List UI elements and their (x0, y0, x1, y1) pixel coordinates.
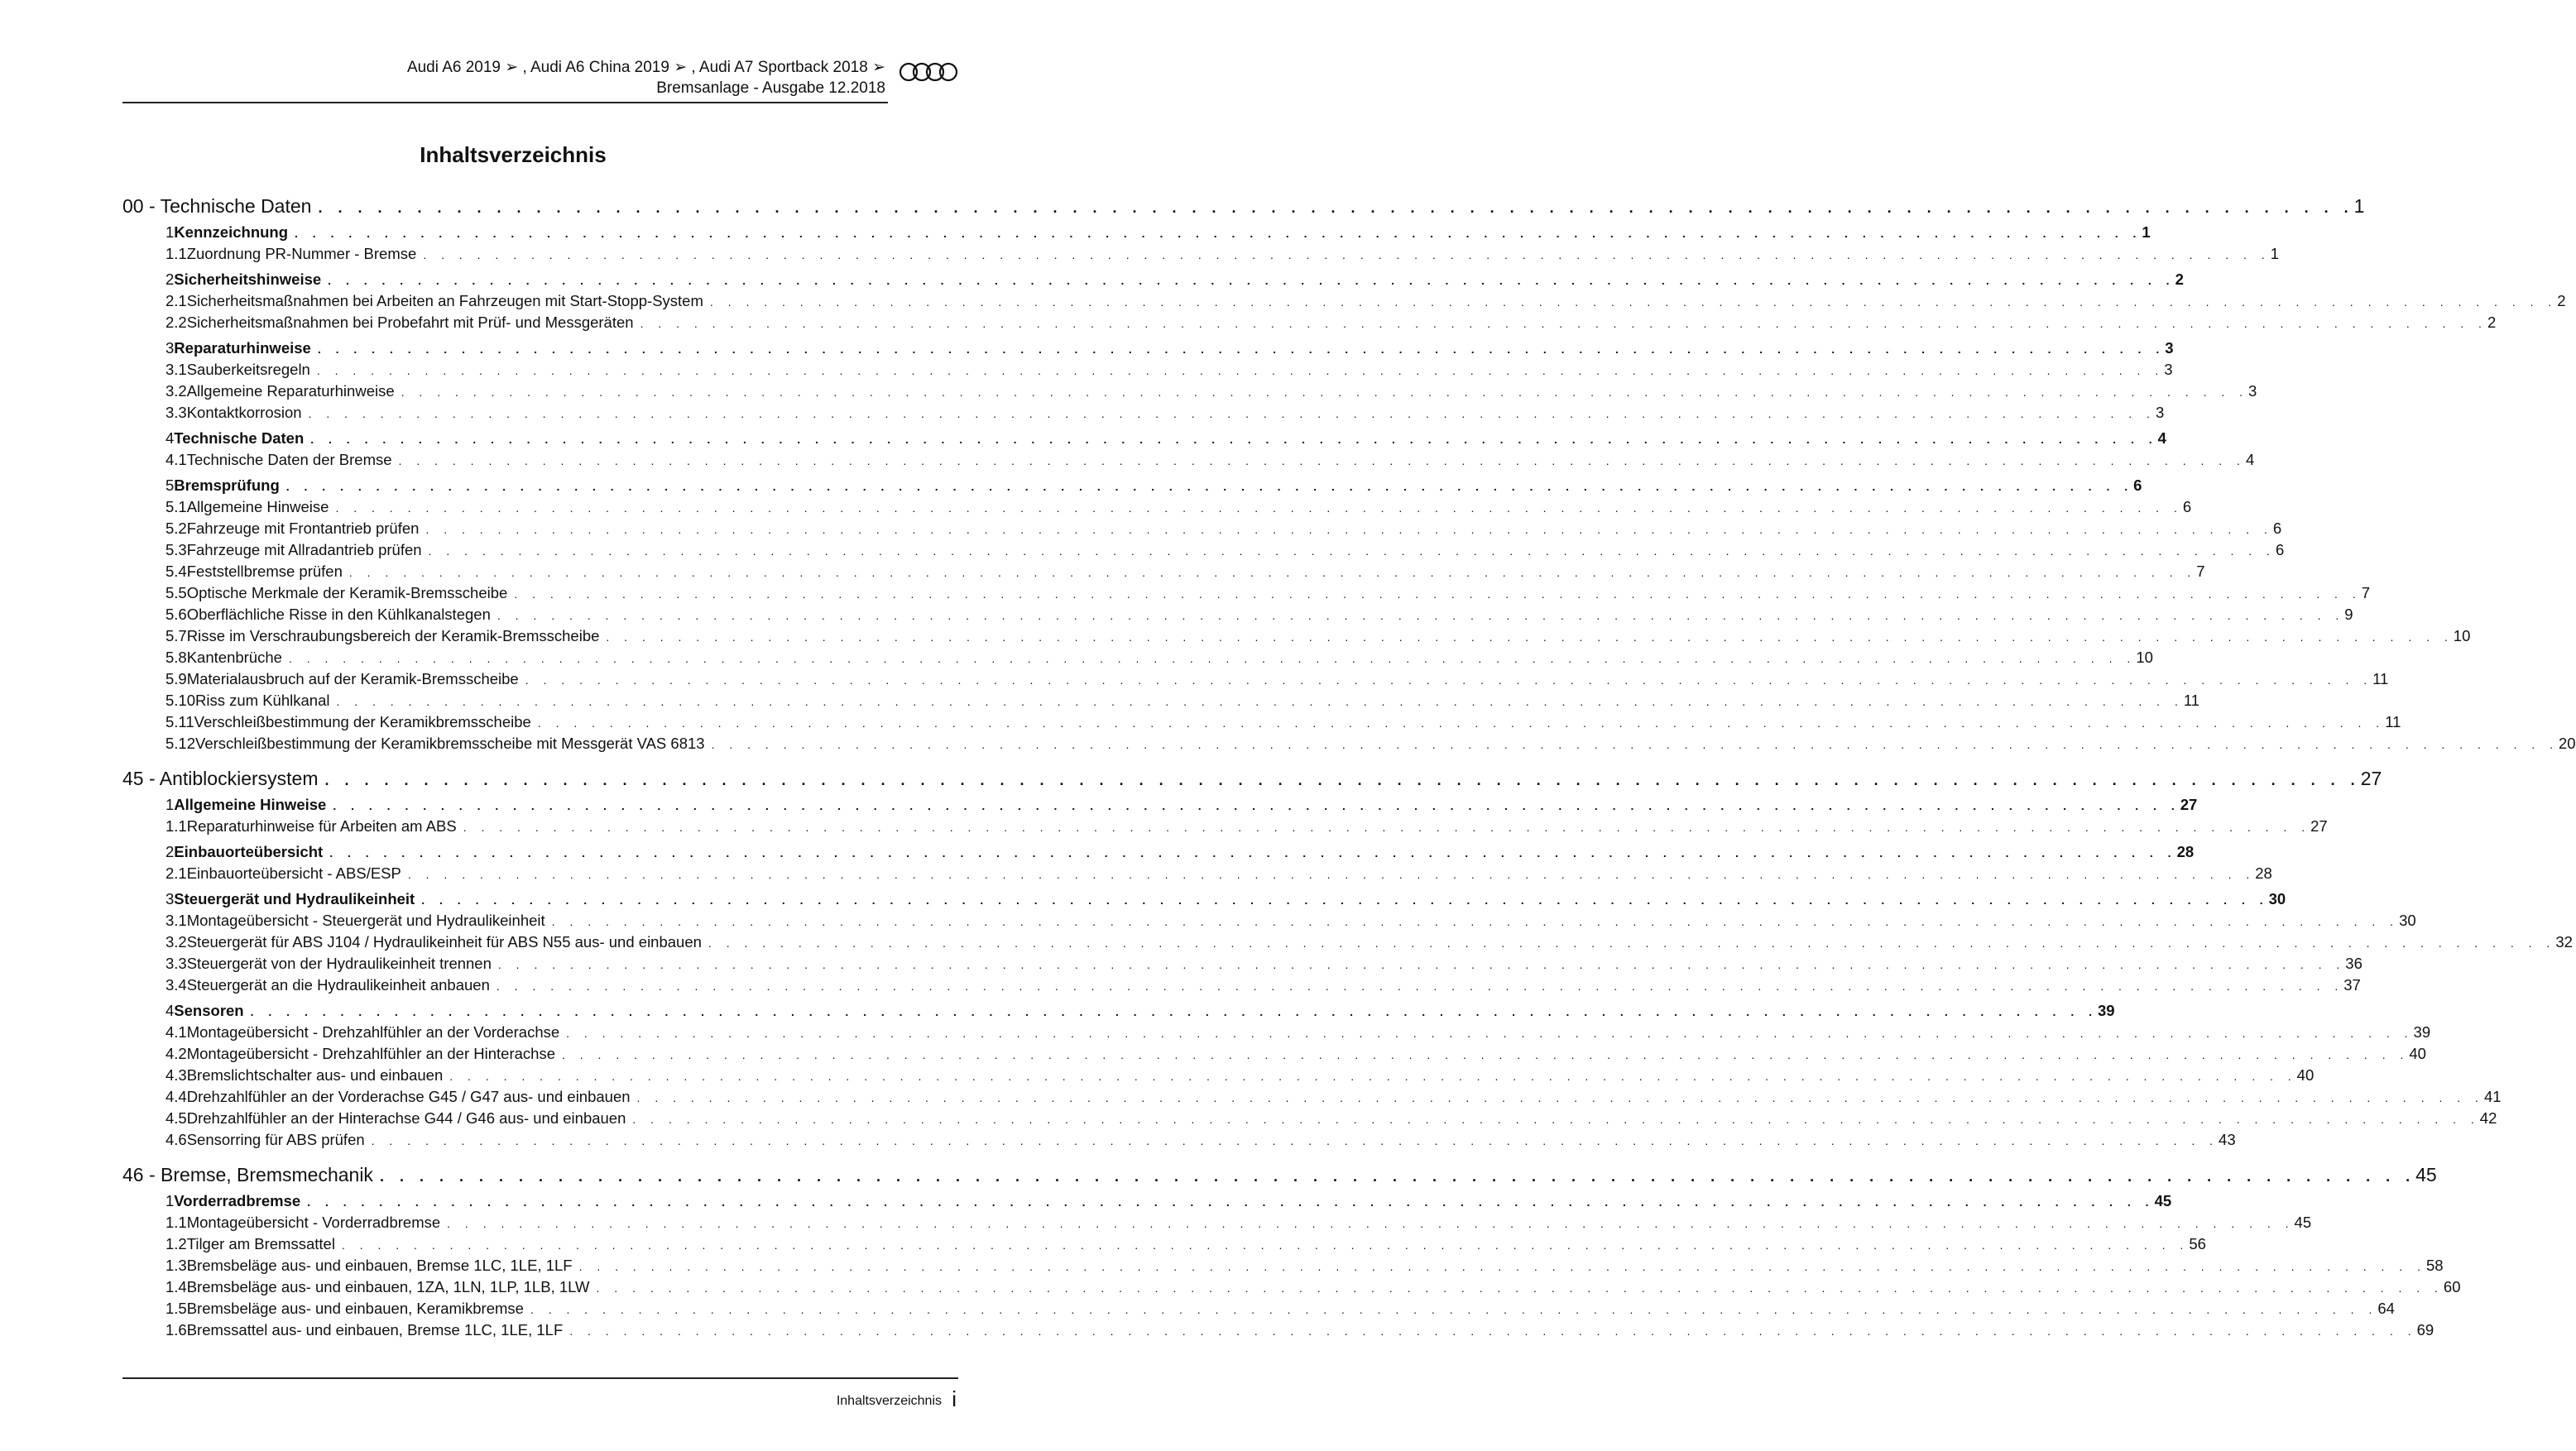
toc-section-entry[interactable] (165, 429, 2166, 451)
toc-chapter-entry[interactable] (122, 768, 2382, 796)
leader-dots: . . . . . . . . . . . . . . . . . . . . . . . . . . . . . . . . . . . . . . . . . . . . . . . . . . . . . . . . . . . . . . . . . . . . . . . . . . . . . . . . . . . . . . . . . . . . . . . . . . . . . . . (250, 1005, 2098, 1018)
leader-dots: . . . . . . . . . . . . . . . . . . . . . . . . . . . . . . . . . . . . . . . . . . . . . . . . . . . . . . . . . . . . . . . . . . . . . . . . . . . . . . . . . . . . . . . . . . . . . . . . . . . . . . . (578, 1260, 2426, 1273)
section-title: Allgemeine Hinweise (174, 796, 327, 813)
section-title: Steuergerät für ABS J104 / Hydraulikeinheit für ABS N55 aus- und einbauen (186, 933, 702, 951)
leader-dots: . . . . . . . . . . . . . . . . . . . . . . . . . . . . . . . . . . . . . . . . . . . . . . . . . . . . . . . . . . . . . . . . . . . . . . . . . . . . . . . . . . . . . . . . . . . . . . . . . . . . . . . (423, 248, 2271, 261)
leader-dots: . . . . . . . . . . . . . . . . . . . . . . . . . . . . . . . . . . . . . . . . . . . . . . . . . . . . . . . . . . . . . . . . . . . . . . . . . . . . . . . . . . . . . . . . . . . . . . . . . . . . . . . (711, 738, 2559, 751)
section-title: Sicherheitsmaßnahmen bei Probefahrt mit Prüf- und Messgeräten (186, 314, 634, 331)
section-title: Kennzeichnung (174, 223, 289, 241)
toc-section-entry[interactable] (165, 476, 2142, 498)
section-number: 1.1 (165, 245, 187, 262)
leader-dots: . . . . . . . . . . . . . . . . . . . . . . . . . . . . . . . . . . . . . . . . . . . . . . . . . . . . . . . . . . . . . . . . . . . . . . . . . . . . . . . . . . . . . . . . . . . . . . . . . . . . . . . (295, 227, 2142, 240)
leader-dots: . . . . . . . . . . . . . . . . . . . . . . . . . . . . . . . . . . . . . . . . . . . . . . . . . . . . . . . . . . . . . . . . . . . . . . . . . . . . . . . . . . . . . . . . . . . . . . . . . . . . . . . (318, 199, 2354, 216)
section-page-number: 3 (2165, 339, 2174, 357)
toc-section-entry[interactable] (165, 563, 2205, 584)
section-number: 4.5 (165, 1109, 187, 1127)
section-page-number: 6 (2275, 541, 2285, 558)
toc-section-entry[interactable] (165, 1300, 2395, 1321)
leader-dots: . . . . . . . . . . . . . . . . . . . . . . . . . . . . . . . . . . . . . . . . . . . . . . . . . . . . . . . . . . . . . . . . . . . . . . . . . . . . . . . . . . . . . . . . . . . . . . . . . . . . . . . (310, 433, 2158, 446)
leader-dots: . . . . . . . . . . . . . . . . . . . . . . . . . . . . . . . . . . . . . . . . . . . . . . . . . . . . . . . . . . . . . . . . . . . . . . . . . . . . . . . . . . . . . . . . . . . . . . . . . . . . . . . (407, 868, 2256, 881)
section-title: Sicherheitshinweise (174, 271, 322, 288)
leader-dots: . . . . . . . . . . . . . . . . . . . . . . . . . . . . . . . . . . . . . . . . . . . . . . . . . . . . . . . . . . . . . . . . . . . . . . . . . . . . . . . . . . . . . . . . . . . . . . . . . . . . . . . (428, 544, 2276, 558)
section-number: 1.2 (165, 1235, 187, 1252)
leader-dots: . . . . . . . . . . . . . . . . . . . . . . . . . . . . . . . . . . . . . . . . . . . . . . . . . . . . . . . . . . . . . . . . . . . . . . . . . . . . . . . . . . . . . . . . . . . . . . . . . . . . . . . (348, 566, 2197, 579)
section-title: Zuordnung PR-Nummer - Bremse (186, 245, 417, 262)
section-number: 4 (165, 1002, 175, 1019)
leader-dots: . . . . . . . . . . . . . . . . . . . . . . . . . . . . . . . . . . . . . . . . . . . . . . . . . . . . . . . . . . . . . . . . . . . . . . . . . . . . . . . . . . . . . . . . . . . . . . . . . . . . . . . (708, 936, 2556, 950)
leader-dots: . . . . . . . . . . . . . . . . . . . . . . . . . . . . . . . . . . . . . . . . . . . . . . . . . . . . . . . . . . . . . . . . . . . . . . . . . . . . . . . . . . . . . . . . . . . . . . . . . . . . . . . (640, 317, 2487, 330)
chapter-title: 46 - Bremse, Bremsmechanik (122, 1164, 373, 1185)
section-page-number: 45 (2294, 1214, 2312, 1231)
section-page-number: 28 (2255, 864, 2272, 882)
toc-section-entry[interactable] (165, 843, 2195, 864)
section-number: 5.4 (165, 563, 187, 580)
section-title: Einbauorteübersicht - ABS/ESP (186, 864, 401, 882)
leader-dots: . . . . . . . . . . . . . . . . . . . . . . . . . . . . . . . . . . . . . . . . . . . . . . . . . . . . . . . . . . . . . . . . . . . . . . . . . . . . . . . . . . . . . . . . . . . . . . . . . . . . . . . (530, 1303, 2378, 1316)
toc-section-entry[interactable] (165, 692, 2200, 713)
section-page-number: 60 (2443, 1278, 2461, 1295)
header-divider (122, 102, 888, 103)
section-title: Montageübersicht - Steuergerät und Hydraulikeinheit (186, 912, 545, 929)
leader-dots: . . . . . . . . . . . . . . . . . . . . . . . . . . . . . . . . . . . . . . . . . . . . . . . . . . . . . . . . . . . . . . . . . . . . . . . . . . . . . . . . . . . . . . . . . . . . . . . . . . . . . . . (497, 958, 2346, 971)
section-title: Reparaturhinweise (174, 339, 311, 357)
section-title: Drehzahlfühler an der Vorderachse G45 / G47 aus- und einbauen (186, 1088, 631, 1105)
section-number: 4.4 (165, 1088, 187, 1105)
toc-section-entry[interactable] (165, 292, 2566, 314)
leader-dots: . . . . . . . . . . . . . . . . . . . . . . . . . . . . . . . . . . . . . . . . . . . . . . . . . . . . . . . . . . . . . . . . . . . . . . . . . . . . . . . . . . . . . . . . . . . . . . . . . . . . . . . (324, 772, 2361, 788)
section-title: Steuergerät und Hydraulikeinheit (174, 890, 415, 907)
section-number: 4.6 (165, 1131, 187, 1148)
section-title: Sensorring für ABS prüfen (186, 1131, 365, 1148)
section-number: 4.2 (165, 1045, 187, 1062)
section-number: 2 (165, 843, 175, 860)
section-number: 5.1 (165, 498, 187, 515)
toc-section-entry[interactable] (165, 1045, 2426, 1066)
section-page-number: 39 (2413, 1023, 2431, 1041)
section-title: Kontaktkorrosion (186, 404, 302, 421)
section-page-number: 7 (2361, 584, 2371, 601)
section-page-number: 11 (2183, 692, 2200, 709)
section-number: 4.1 (165, 451, 187, 468)
section-title: Allgemeine Hinweise (186, 498, 329, 515)
footer-divider (122, 1377, 958, 1379)
leader-dots: . . . . . . . . . . . . . . . . . . . . . . . . . . . . . . . . . . . . . . . . . . . . . . . . . . . . . . . . . . . . . . . . . . . . . . . . . . . . . . . . . . . . . . . . . . . . . . . . . . . . . . . (709, 295, 2558, 309)
section-number: 1.4 (165, 1278, 187, 1295)
toc-section-entry[interactable] (165, 271, 2184, 292)
section-title: Allgemeine Reparaturhinweise (186, 382, 395, 400)
section-title: Sauberkeitsregeln (186, 361, 310, 378)
leader-dots: . . . . . . . . . . . . . . . . . . . . . . . . . . . . . . . . . . . . . . . . . . . . . . . . . . . . . . . . . . . . . . . . . . . . . . . . . . . . . . . . . . . . . . . . . . . . . . . . . . . . . . . (316, 364, 2165, 377)
section-number: 5.3 (165, 541, 187, 558)
leader-dots: . . . . . . . . . . . . . . . . . . . . . . . . . . . . . . . . . . . . . . . . . . . . . . . . . . . . . . . . . . . . . . . . . . . . . . . . . . . . . . . . . . . . . . . . . . . . . . . . . . . . . . . (561, 1048, 2410, 1061)
leader-dots: . . . . . . . . . . . . . . . . . . . . . . . . . . . . . . . . . . . . . . . . . . . . . . . . . . . . . . . . . . . . . . . . . . . . . . . . . . . . . . . . . . . . . . . . . . . . . . . . . . . . . . . (308, 407, 2156, 420)
section-page-number: 6 (2133, 476, 2142, 494)
leader-dots: . . . . . . . . . . . . . . . . . . . . . . . . . . . . . . . . . . . . . . . . . . . . . . . . . . . . . . . . . . . . . . . . . . . . . . . . . . . . . . . . . . . . . . . . . . . . . . . . . . . . . . . (551, 915, 2400, 928)
section-page-number: 3 (2155, 404, 2165, 421)
section-title: Reparaturhinweise für Arbeiten am ABS (186, 817, 457, 835)
leader-dots: . . . . . . . . . . . . . . . . . . . . . . . . . . . . . . . . . . . . . . . . . . . . . . . . . . . . . . . . . . . . . . . . . . . . . . . . . . . . . . . . . . . . . . . . . . . . . . . . . . . . . . . (288, 652, 2137, 665)
section-number: 4.3 (165, 1066, 187, 1084)
toc-section-entry[interactable] (165, 606, 2353, 627)
toc-section-entry[interactable] (165, 1321, 2434, 1343)
section-number: 3.4 (165, 976, 187, 994)
leader-dots: . . . . . . . . . . . . . . . . . . . . . . . . . . . . . . . . . . . . . . . . . . . . . . . . . . . . . . . . . . . . . . . . . . . . . . . . . . . . . . . . . . . . . . . . . . . . . . . . . . . . . . . (285, 480, 2134, 493)
toc-chapter-entry[interactable] (122, 195, 2365, 223)
toc-section-entry[interactable] (165, 1192, 2172, 1214)
section-page-number: 42 (2479, 1109, 2497, 1127)
section-title: Bremsprüfung (174, 476, 280, 494)
leader-dots: . . . . . . . . . . . . . . . . . . . . . . . . . . . . . . . . . . . . . . . . . . . . . . . . . . . . . . . . . . . . . . . . . . . . . . . . . . . . . . . . . . . . . . . . . . . . . . . . . . . . . . . (496, 979, 2344, 993)
table-of-contents (122, 195, 2576, 1343)
section-number: 3.1 (165, 361, 187, 378)
section-title: Tilger am Bremssattel (186, 1235, 335, 1252)
section-number: 2.1 (165, 292, 187, 309)
section-title: Bremsbeläge aus- und einbauen, Keramikbremse (186, 1300, 524, 1317)
toc-section-entry[interactable] (165, 584, 2371, 606)
section-number: 5.5 (165, 584, 187, 601)
section-page-number: 6 (2182, 498, 2192, 515)
toc-section-entry[interactable] (165, 1066, 2315, 1088)
section-title: Optische Merkmale der Keramik-Bremsscheibe (186, 584, 508, 601)
section-page-number: 11 (2372, 670, 2389, 687)
section-page-number: 45 (2154, 1192, 2172, 1209)
section-page-number: 43 (2219, 1131, 2236, 1148)
section-page-number: 32 (2555, 933, 2573, 951)
leader-dots: . . . . . . . . . . . . . . . . . . . . . . . . . . . . . . . . . . . . . . . . . . . . . . . . . . . . . . . . . . . . . . . . . . . . . . . . . . . . . . . . . . . . . . . . . . . . . . . . . . . . . . . (596, 1281, 2444, 1295)
section-page-number: 36 (2345, 955, 2363, 972)
section-title: Montageübersicht - Drehzahlfühler an der Hinterachse (186, 1045, 555, 1062)
section-page-number: 4 (2157, 429, 2166, 447)
toc-section-entry[interactable] (165, 1088, 2502, 1109)
section-page-number: 2 (2175, 271, 2184, 288)
toc-section-entry[interactable] (165, 451, 2255, 472)
section-number: 1 (165, 1192, 175, 1209)
leader-dots: . . . . . . . . . . . . . . . . . . . . . . . . . . . . . . . . . . . . . . . . . . . . . . . . . . . . . . . . . . . . . . . . . . . . . . . . . . . . . . . . . . . . . . . . . . . . . . . . . . . . . . . (398, 454, 2246, 467)
header-vehicle-models: Audi A6 2019 ➢ , Audi A6 China 2019 ➢ , Audi A7 Sportback 2018 ➢ (406, 59, 885, 76)
section-page-number: 56 (2189, 1235, 2206, 1252)
toc-section-entry[interactable] (165, 1109, 2497, 1131)
toc-section-entry[interactable] (165, 404, 2165, 425)
section-number: 5.11 (165, 713, 194, 730)
toc-section-entry[interactable] (165, 1235, 2206, 1257)
section-number: 3.3 (165, 404, 187, 421)
section-title: Fahrzeuge mit Allradantrieb prüfen (186, 541, 422, 558)
section-title: Vorderradbremse (174, 1192, 301, 1209)
chapter-title: 00 - Technische Daten (122, 195, 312, 217)
section-title: Steuergerät an die Hydraulikeinheit anbauen (186, 976, 490, 994)
toc-section-entry[interactable] (165, 520, 2282, 541)
section-page-number: 9 (2344, 606, 2353, 623)
section-page-number: 41 (2483, 1088, 2502, 1105)
section-number: 5.6 (165, 606, 187, 623)
toc-section-entry[interactable] (165, 541, 2285, 563)
chapter-page-number: 45 (2415, 1164, 2437, 1185)
section-title: Montageübersicht - Drehzahlfühler an der Vorderachse (186, 1023, 560, 1041)
section-number: 3.2 (165, 382, 187, 400)
toc-section-entry[interactable] (165, 912, 2416, 933)
section-number: 5.8 (165, 649, 187, 666)
section-page-number: 10 (2136, 649, 2153, 666)
leader-dots: . . . . . . . . . . . . . . . . . . . . . . . . . . . . . . . . . . . . . . . . . . . . . . . . . . . . . . . . . . . . . . . . . . . . . . . . . . . . . . . . . . . . . . . . . . . . . . . . . . . . . . . (636, 1091, 2484, 1104)
section-number: 3.2 (165, 933, 187, 951)
section-number: 5.12 (165, 735, 196, 752)
section-page-number: 40 (2296, 1066, 2315, 1084)
section-page-number: 2 (2487, 314, 2497, 331)
section-title: Fahrzeuge mit Frontantrieb prüfen (186, 520, 420, 537)
leader-dots: . . . . . . . . . . . . . . . . . . . . . . . . . . . . . . . . . . . . . . . . . . . . . . . . . . . . . . . . . . . . . . . . . . . . . . . . . . . . . . . . . . . . . . . . . . . . . . . . . . . . . . . (525, 673, 2373, 687)
section-number: 4.1 (165, 1023, 187, 1041)
toc-chapter-entry[interactable] (122, 1164, 2437, 1192)
section-page-number: 28 (2176, 843, 2195, 860)
section-title: Technische Daten (174, 429, 305, 447)
section-page-number: 2 (2557, 292, 2566, 309)
leader-dots: . . . . . . . . . . . . . . . . . . . . . . . . . . . . . . . . . . . . . . . . . . . . . . . . . . . . . . . . . . . . . . . . . . . . . . . . . . . . . . . . . . . . . . . . . . . . . . . . . . . . . . . (371, 1134, 2219, 1147)
toc-section-entry[interactable] (165, 223, 2151, 245)
toc-section-entry[interactable] (165, 933, 2573, 955)
toc-section-entry[interactable] (165, 382, 2257, 404)
section-page-number: 1 (2142, 223, 2151, 241)
toc-section-entry[interactable] (165, 1257, 2444, 1278)
chapter-page-number: 27 (2360, 768, 2382, 789)
leader-dots: . . . . . . . . . . . . . . . . . . . . . . . . . . . . . . . . . . . . . . . . . . . . . . . . . . . . . . . . . . . . . . . . . . . . . . . . . . . . . . . . . . . . . . . . . . . . . . . . . . . . . . . (463, 821, 2311, 834)
section-title: Bremssattel aus- und einbauen, Bremse 1LC, 1LE, 1LF (186, 1321, 564, 1338)
section-page-number: 27 (2180, 796, 2198, 813)
section-title: Bremslichtschalter aus- und einbauen (186, 1066, 444, 1084)
leader-dots: . . . . . . . . . . . . . . . . . . . . . . . . . . . . . . . . . . . . . . . . . . . . . . . . . . . . . . . . . . . . . . . . . . . . . . . . . . . . . . . . . . . . . . . . . . . . . . . . . . . . . . . (335, 501, 2183, 515)
leader-dots: . . . . . . . . . . . . . . . . . . . . . . . . . . . . . . . . . . . . . . . . . . . . . . . . . . . . . . . . . . . . . . . . . . . . . . . . . . . . . . . . . . . . . . . . . . . . . . . . . . . . . . . (449, 1070, 2297, 1083)
section-number: 1 (165, 796, 175, 813)
chapter-spacer (122, 756, 958, 768)
section-number: 1.1 (165, 1214, 187, 1231)
section-title: Bremsbeläge aus- und einbauen, Bremse 1LC, 1LE, 1LF (186, 1257, 573, 1274)
section-title: Oberflächliche Risse in den Kühlkanalstegen (186, 606, 491, 623)
header-manual-title: Bremsanlage - Ausgabe 12.2018 (656, 79, 885, 97)
leader-dots: . . . . . . . . . . . . . . . . . . . . . . . . . . . . . . . . . . . . . . . . . . . . . . . . . . . . . . . . . . . . . . . . . . . . . . . . . . . . . . . . . . . . . . . . . . . . . . . . . . . . . . . (632, 1113, 2480, 1126)
section-title: Technische Daten der Bremse (186, 451, 392, 468)
section-number: 5 (165, 476, 175, 494)
leader-dots: . . . . . . . . . . . . . . . . . . . . . . . . . . . . . . . . . . . . . . . . . . . . . . . . . . . . . . . . . . . . . . . . . . . . . . . . . . . . . . . . . . . . . . . . . . . . . . . . . . . . . . . (401, 385, 2249, 399)
chapter-title: 45 - Antiblockiersystem (122, 768, 319, 789)
leader-dots: . . . . . . . . . . . . . . . . . . . . . . . . . . . . . . . . . . . . . . . . . . . . . . . . . . . . . . . . . . . . . . . . . . . . . . . . . . . . . . . . . . . . . . . . . . . . . . . . . . . . . . . (307, 1195, 2155, 1209)
toc-section-entry[interactable] (165, 1023, 2431, 1045)
section-number: 5.10 (165, 692, 196, 709)
toc-section-entry[interactable] (165, 361, 2173, 382)
toc-section-entry[interactable] (165, 314, 2497, 335)
section-title: Materialausbruch auf der Keramik-Bremsscheibe (186, 670, 519, 687)
section-page-number: 27 (2310, 817, 2328, 835)
leader-dots: . . . . . . . . . . . . . . . . . . . . . . . . . . . . . . . . . . . . . . . . . . . . . . . . . . . . . . . . . . . . . . . . . . . . . . . . . . . . . . . . . . . . . . . . . . . . . . . . . . . . . . . (566, 1027, 2414, 1040)
toc-section-entry[interactable] (165, 245, 2279, 266)
toc-section-entry[interactable] (165, 670, 2389, 692)
section-page-number: 10 (2453, 627, 2471, 644)
section-number: 1.5 (165, 1300, 187, 1317)
section-title: Sensoren (174, 1002, 244, 1019)
toc-section-entry[interactable] (165, 817, 2328, 839)
leader-dots: . . . . . . . . . . . . . . . . . . . . . . . . . . . . . . . . . . . . . . . . . . . . . . . . . . . . . . . . . . . . . . . . . . . . . . . . . . . . . . . . . . . . . . . . . . . . . . . . . . . . . . . (317, 342, 2166, 356)
chapter-page-number: 1 (2353, 195, 2365, 217)
chapter-spacer (122, 1152, 958, 1164)
section-page-number: 30 (2399, 912, 2416, 929)
audi-rings-logo (899, 61, 958, 83)
leader-dots: . . . . . . . . . . . . . . . . . . . . . . . . . . . . . . . . . . . . . . . . . . . . . . . . . . . . . . . . . . . . . . . . . . . . . . . . . . . . . . . . . . . . . . . . . . . . . . . . . . . . . . . (329, 846, 2177, 860)
leader-dots: . . . . . . . . . . . . . . . . . . . . . . . . . . . . . . . . . . . . . . . . . . . . . . . . . . . . . . . . . . . . . . . . . . . . . . . . . . . . . . . . . . . . . . . . . . . . . . . . . . . . . . . (514, 587, 2362, 601)
section-title: Steuergerät von der Hydraulikeinheit trennen (186, 955, 492, 972)
toc-section-entry[interactable] (165, 976, 2361, 998)
footer-label: Inhaltsverzeichnis (836, 1394, 942, 1408)
leader-dots: . . . . . . . . . . . . . . . . . . . . . . . . . . . . . . . . . . . . . . . . . . . . . . . . . . . . . . . . . . . . . . . . . . . . . . . . . . . . . . . . . . . . . . . . . . . . . . . . . . . . . . . (328, 274, 2175, 287)
section-title: Drehzahlfühler an der Hinterachse G44 / G46 aus- und einbauen (186, 1109, 626, 1127)
toc-section-entry[interactable] (165, 796, 2198, 817)
toc-section-entry[interactable] (165, 1214, 2312, 1235)
section-page-number: 40 (2409, 1045, 2426, 1062)
toc-section-entry[interactable] (165, 1002, 2115, 1023)
toc-section-entry[interactable] (165, 1131, 2236, 1152)
toc-section-entry[interactable] (165, 735, 2576, 756)
section-page-number: 30 (2268, 890, 2286, 907)
section-page-number: 11 (2385, 713, 2401, 730)
toc-section-entry[interactable] (165, 649, 2153, 670)
toc-section-entry[interactable] (165, 339, 2174, 361)
section-page-number: 4 (2245, 451, 2255, 468)
section-page-number: 3 (2164, 361, 2173, 378)
leader-dots: . . . . . . . . . . . . . . . . . . . . . . . . . . . . . . . . . . . . . . . . . . . . . . . . . . . . . . . . . . . . . . . . . . . . . . . . . . . . . . . . . . . . . . . . . . . . . . . . . . . . . . . (569, 1324, 2417, 1338)
leader-dots: . . . . . . . . . . . . . . . . . . . . . . . . . . . . . . . . . . . . . . . . . . . . . . . . . . . . . . . . . . . . . . . . . . . . . . . . . . . . . . . . . . . . . . . . . . . . . . . . . . . . . . . (421, 893, 2269, 907)
section-title: Riss zum Kühlkanal (195, 692, 330, 709)
section-title: Feststellbremse prüfen (186, 563, 343, 580)
section-page-number: 64 (2377, 1300, 2395, 1317)
toc-section-entry[interactable] (165, 627, 2471, 649)
leader-dots: . . . . . . . . . . . . . . . . . . . . . . . . . . . . . . . . . . . . . . . . . . . . . . . . . . . . . . . . . . . . . . . . . . . . . . . . . . . . . . . . . . . . . . . . . . . . . . . . . . . . . . . (447, 1217, 2295, 1230)
section-title: Risse im Verschraubungsbereich der Keramik-Bremsscheibe (186, 627, 600, 644)
section-number: 3 (165, 890, 175, 907)
section-page-number: 1 (2270, 245, 2279, 262)
section-number: 2.2 (165, 314, 187, 331)
section-number: 5.7 (165, 627, 187, 644)
leader-dots: . . . . . . . . . . . . . . . . . . . . . . . . . . . . . . . . . . . . . . . . . . . . . . . . . . . . . . . . . . . . . . . . . . . . . . . . . . . . . . . . . . . . . . . . . . . . . . . . . . . . . . . (496, 609, 2345, 622)
section-page-number: 6 (2272, 520, 2282, 537)
section-number: 2.1 (165, 864, 187, 882)
section-title: Kantenbrüche (186, 649, 282, 666)
section-number: 5.2 (165, 520, 187, 537)
section-page-number: 39 (2098, 1002, 2115, 1019)
section-number: 4 (165, 429, 175, 447)
section-number: 3 (165, 339, 175, 357)
toc-section-entry[interactable] (165, 713, 2401, 735)
section-page-number: 69 (2416, 1321, 2434, 1338)
toc-section-entry[interactable] (165, 955, 2363, 976)
toc-section-entry[interactable] (165, 890, 2286, 912)
section-number: 3.3 (165, 955, 187, 972)
leader-dots: . . . . . . . . . . . . . . . . . . . . . . . . . . . . . . . . . . . . . . . . . . . . . . . . . . . . . . . . . . . . . . . . . . . . . . . . . . . . . . . . . . . . . . . . . . . . . . . . . . . . . . . (379, 1168, 2416, 1185)
leader-dots: . . . . . . . . . . . . . . . . . . . . . . . . . . . . . . . . . . . . . . . . . . . . . . . . . . . . . . . . . . . . . . . . . . . . . . . . . . . . . . . . . . . . . . . . . . . . . . . . . . . . . . . (333, 799, 2180, 812)
section-title: Bremsbeläge aus- und einbauen, 1ZA, 1LN, 1LP, 1LB, 1LW (186, 1278, 590, 1295)
section-number: 1.3 (165, 1257, 187, 1274)
section-title: Verschleißbestimmung der Keramikbremsscheibe mit Messgerät VAS 6813 (195, 735, 705, 752)
section-page-number: 7 (2196, 563, 2205, 580)
section-number: 5.9 (165, 670, 187, 687)
section-page-number: 3 (2248, 382, 2257, 400)
toc-section-entry[interactable] (165, 864, 2272, 886)
section-page-number: 20 (2558, 735, 2576, 752)
leader-dots: . . . . . . . . . . . . . . . . . . . . . . . . . . . . . . . . . . . . . . . . . . . . . . . . . . . . . . . . . . . . . . . . . . . . . . . . . . . . . . . . . . . . . . . . . . . . . . . . . . . . . . . (336, 695, 2184, 708)
section-number: 1 (165, 223, 175, 241)
section-number: 2 (165, 271, 175, 288)
toc-section-entry[interactable] (165, 498, 2192, 520)
section-title: Einbauorteübersicht (174, 843, 324, 860)
section-title: Verschleißbestimmung der Keramikbremsscheibe (194, 713, 531, 730)
section-number: 1.6 (165, 1321, 187, 1338)
leader-dots: . . . . . . . . . . . . . . . . . . . . . . . . . . . . . . . . . . . . . . . . . . . . . . . . . . . . . . . . . . . . . . . . . . . . . . . . . . . . . . . . . . . . . . . . . . . . . . . . . . . . . . . (537, 716, 2386, 730)
section-page-number: 37 (2343, 976, 2361, 994)
section-title: Sicherheitsmaßnahmen bei Arbeiten an Fahrzeugen mit Start-Stopp-System (186, 292, 703, 309)
footer-page-number: i (952, 1386, 957, 1411)
toc-section-entry[interactable] (165, 1278, 2461, 1300)
leader-dots: . . . . . . . . . . . . . . . . . . . . . . . . . . . . . . . . . . . . . . . . . . . . . . . . . . . . . . . . . . . . . . . . . . . . . . . . . . . . . . . . . . . . . . . . . . . . . . . . . . . . . . . (425, 523, 2273, 536)
section-page-number: 58 (2425, 1257, 2444, 1274)
leader-dots: . . . . . . . . . . . . . . . . . . . . . . . . . . . . . . . . . . . . . . . . . . . . . . . . . . . . . . . . . . . . . . . . . . . . . . . . . . . . . . . . . . . . . . . . . . . . . . . . . . . . . . . (606, 630, 2454, 644)
section-number: 3.1 (165, 912, 187, 929)
section-title: Montageübersicht - Vorderradbremse (186, 1214, 441, 1231)
page-title: Inhaltsverzeichnis (420, 142, 607, 167)
leader-dots: . . . . . . . . . . . . . . . . . . . . . . . . . . . . . . . . . . . . . . . . . . . . . . . . . . . . . . . . . . . . . . . . . . . . . . . . . . . . . . . . . . . . . . . . . . . . . . . . . . . . . . . (341, 1238, 2190, 1252)
section-number: 1.1 (165, 817, 187, 835)
